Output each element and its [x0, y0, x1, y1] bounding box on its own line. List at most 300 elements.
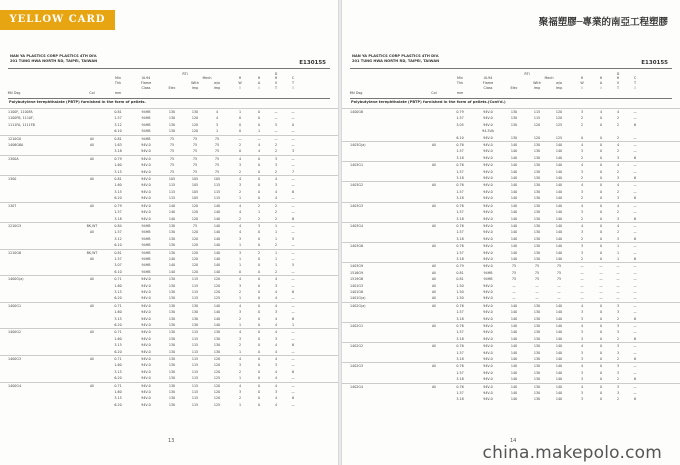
cell-thk: 0.76 [456, 303, 464, 308]
cell-cti: — [633, 149, 637, 154]
cell-hwi: 140 [213, 303, 221, 308]
cell-elec: 140 [510, 357, 518, 362]
cell-grade: 1400G(a) [8, 277, 24, 282]
cell-cti: 6 [633, 196, 637, 201]
cell-thk: 3.18 [456, 176, 464, 181]
cell-flame: 94V-0 [141, 143, 151, 148]
cell-cti: — [633, 350, 637, 355]
cell-imp: 130 [533, 203, 541, 208]
cell-flame: 94V-0 [483, 256, 493, 261]
cell-grade: 1403G(a) [350, 143, 366, 148]
cell-flame: 94V-0 [483, 296, 493, 301]
cell-grade: 1307 [8, 203, 17, 208]
cell-v: 2 [616, 189, 620, 194]
cell-hai: 3 [580, 336, 584, 341]
cell-grade: 1300 [8, 177, 17, 182]
cell-imp: 130 [533, 350, 541, 355]
cell-grade: 1519G6 [350, 277, 364, 282]
cell-imp: 130 [533, 223, 541, 228]
cell-cti: 7 [291, 169, 295, 174]
yellow-card-title: YELLOW CARD [9, 14, 106, 25]
cell-imp: 75 [192, 163, 198, 168]
cell-rti: 0 [257, 230, 261, 235]
cell-cti: — [291, 250, 295, 255]
cell-v: 3 [616, 370, 620, 375]
cell-imp: 120 [191, 230, 199, 235]
cell-cti: — [633, 324, 637, 328]
header-c3: I [634, 86, 636, 90]
cell-color: All [431, 143, 437, 148]
cell-thk: 0.76 [456, 324, 464, 328]
cell-rti: — [599, 270, 603, 275]
cell-flame: 94V-0 [483, 196, 493, 201]
cell-v: 4 [274, 196, 278, 201]
cell-cti: — [633, 277, 637, 282]
cell-elec: 140 [510, 236, 518, 241]
cell-hwi: 130 [213, 349, 221, 354]
cell-hwi: 120 [213, 357, 221, 362]
cell-flame: 94V-0 [483, 357, 493, 362]
cell-hwi: 140 [555, 169, 563, 174]
cell-imp: 130 [191, 110, 199, 114]
cell-v: 2 [274, 243, 278, 248]
cell-hai: 3 [580, 370, 584, 375]
cell-rti: 0 [599, 163, 603, 168]
cell-thk: 3.18 [456, 216, 464, 221]
table-row [0, 249, 338, 256]
cell-flame: 94V-0 [141, 330, 151, 335]
cell-hai: 3 [580, 149, 584, 154]
cell-elec: 140 [168, 256, 176, 261]
cell-elec: 140 [510, 377, 518, 382]
cell-hwi: 140 [555, 303, 563, 308]
cell-v: 4 [274, 369, 278, 374]
cell-thk: 6.20 [114, 376, 122, 381]
cell-imp: 130 [533, 397, 541, 402]
cell-hwi: 140 [555, 330, 563, 335]
cell-hwi: 120 [213, 383, 221, 388]
cell-imp: 115 [191, 396, 199, 401]
cell-cti: 6 [633, 336, 637, 341]
header-color: Col [431, 91, 437, 95]
cell-hai: 4 [580, 324, 584, 328]
cell-rti: 2 [257, 203, 261, 208]
cell-hai: 3 [238, 283, 242, 288]
cell-cti: — [633, 310, 637, 315]
cell-thk: 1.57 [456, 116, 464, 121]
table-row [342, 342, 680, 349]
table-row [0, 222, 338, 229]
cell-elec: 140 [510, 384, 518, 389]
header-mech: Mech [544, 76, 554, 80]
cell-grade: 1400G4 [8, 383, 22, 388]
cell-imp: 115 [191, 363, 199, 368]
cell-cti: — [633, 283, 637, 288]
cell-hwi: 140 [555, 230, 563, 235]
header-hv1: H [274, 76, 278, 80]
header-elec: Elec [510, 86, 518, 90]
cell-thk: 3.15 [114, 316, 122, 321]
cell-flame: 94V-0 [141, 323, 151, 327]
cell-hai: 3 [580, 244, 584, 249]
cell-hai: 4 [580, 203, 584, 208]
cell-rti: 0 [599, 216, 603, 221]
cell-cti: — [633, 189, 637, 194]
cell-color: All [431, 183, 437, 188]
cell-hwi: 4 [215, 116, 219, 121]
cell-flame: 94V-0 [483, 289, 493, 294]
cell-elec: 140 [510, 391, 518, 396]
table-row [0, 135, 338, 142]
header-ul94: UL94 [141, 76, 151, 80]
cell-v: 4 [274, 357, 278, 362]
cell-thk: 0.79 [114, 156, 122, 161]
cell-hai: 1 [238, 110, 242, 114]
cell-cti: — [291, 156, 295, 161]
header-hv3: T [616, 86, 620, 90]
cell-thk: 0.81 [114, 110, 122, 114]
cell-imp: 130 [533, 364, 541, 369]
cell-v: 3 [616, 236, 620, 241]
cell-imp: 115 [191, 357, 199, 362]
cell-imp: — [535, 289, 539, 294]
cell-elec: 140 [168, 203, 176, 208]
cell-hai: 4 [238, 357, 242, 362]
cell-rti: 0 [599, 236, 603, 241]
cell-elec: 130 [168, 349, 176, 354]
cell-hai: 3 [238, 336, 242, 341]
cell-elec: 115 [168, 183, 176, 188]
cell-imp: 75 [192, 169, 198, 174]
cell-hwi: 140 [555, 370, 563, 375]
material-note: Polybutylene terephthalate (PBTP) furnished in the form of pellets. [9, 100, 146, 104]
cell-thk: 1.60 [114, 363, 122, 368]
cell-elec: 130 [168, 250, 176, 255]
cell-grade: 1400G1 [8, 303, 22, 308]
company-block [10, 54, 97, 64]
cell-imp: 115 [533, 116, 541, 121]
cell-imp: 130 [533, 189, 541, 194]
cell-flame: 94V-0 [141, 183, 151, 188]
cell-cti: — [291, 336, 295, 341]
cell-v: 3 [616, 350, 620, 355]
cell-rti: 0 [257, 236, 261, 241]
cell-elec: 105 [168, 177, 176, 182]
cell-rti: 0 [257, 383, 261, 388]
cell-rti: 4 [599, 110, 603, 114]
header-flame: Flame [482, 81, 494, 85]
table-row [342, 108, 680, 115]
cell-elec: 130 [168, 343, 176, 348]
cell-imp: 130 [533, 210, 541, 215]
cell-flame: 94HB [141, 122, 151, 127]
cell-elec: 130 [168, 376, 176, 381]
cell-color: All [431, 344, 437, 349]
cell-thk: 6.20 [114, 402, 122, 407]
cell-hai: 4 [580, 223, 584, 228]
header-h1: H [238, 76, 242, 80]
cell-rti: 0 [257, 396, 261, 401]
cell-hwi: 120 [555, 116, 563, 121]
cell-hwi: 140 [213, 210, 221, 215]
cell-imp: 130 [533, 176, 541, 181]
cell-elec: 140 [510, 344, 518, 349]
cell-cti: 5 [291, 236, 295, 241]
cell-hwi: 120 [213, 390, 221, 395]
cell-grade: 1100FB, 1110F, [8, 116, 34, 121]
cell-rti: 0 [257, 169, 261, 174]
cell-flame: 94V-0 [483, 364, 493, 369]
cell-rti: 0 [599, 135, 603, 140]
cell-rti: 0 [257, 289, 261, 294]
cell-imp: 130 [191, 323, 199, 327]
cell-v: 1 [274, 223, 278, 228]
cell-imp: 120 [191, 216, 199, 221]
cell-hai: 1 [238, 376, 242, 381]
cell-grade: 1401G3 [350, 283, 364, 288]
cell-thk: 1.57 [456, 230, 464, 235]
cell-rti: 0 [257, 357, 261, 362]
cell-thk: 1.60 [114, 390, 122, 395]
cell-flame: 94V-0 [483, 116, 493, 121]
cell-grade: 1210G3 [8, 223, 22, 228]
header-mm: mm [114, 91, 122, 95]
table-row [342, 202, 680, 209]
cell-cti: — [633, 289, 637, 294]
cell-color: All [431, 296, 437, 301]
cell-hai: — [580, 264, 584, 269]
cell-thk: 0.76 [456, 143, 464, 148]
cell-hai: 3 [580, 357, 584, 362]
cell-elec: 130 [510, 110, 518, 114]
cell-v: 1 [616, 244, 620, 249]
cell-imp: 105 [191, 177, 199, 182]
cell-v: 4 [616, 143, 620, 148]
cell-flame: 94V-0 [483, 163, 493, 168]
cell-v: 2 [274, 203, 278, 208]
table-row [0, 302, 338, 309]
cell-imp: 130 [533, 377, 541, 382]
cell-rti: 0 [257, 390, 261, 395]
cell-flame: 94V-0 [141, 177, 151, 182]
cell-v: 4 [616, 163, 620, 168]
cell-cti: — [633, 223, 637, 228]
header-h2: W [238, 81, 242, 85]
cell-hai: — [580, 296, 584, 301]
cell-thk: 3.15 [114, 369, 122, 374]
cell-color: All [431, 289, 437, 294]
cell-rti: 0 [599, 116, 603, 121]
cell-imp: 130 [191, 303, 199, 308]
cell-hai: 3 [580, 316, 584, 321]
cell-hwi: 120 [555, 110, 563, 114]
cell-thk: 3.18 [456, 236, 464, 241]
table-row [0, 402, 338, 408]
cell-flame: 94V-0 [483, 384, 493, 389]
table-row [342, 222, 680, 229]
cell-grade: 1111FA, 1111FB [8, 122, 35, 127]
cell-hai: 3 [238, 310, 242, 315]
cell-v: 3 [274, 183, 278, 188]
cell-thk: 1.57 [456, 210, 464, 215]
cell-v: 4 [616, 183, 620, 188]
cell-rti: 0 [257, 376, 261, 381]
cell-v: 3 [274, 363, 278, 368]
cell-color: All [431, 283, 437, 288]
cell-cti: — [291, 277, 295, 282]
cell-elec: 140 [510, 250, 518, 255]
cell-flame: 94HB [141, 236, 151, 241]
cell-v: 4 [274, 289, 278, 294]
cell-cti: — [633, 203, 637, 208]
cell-color: All [89, 177, 95, 182]
cell-imp: 120 [191, 243, 199, 248]
company-address: 201 TUNG HWA NORTH RD, TAIPEI, TAIWAN [10, 59, 98, 63]
cell-cti: — [291, 256, 295, 261]
cell-imp: 130 [191, 310, 199, 315]
cell-hai: 0 [580, 135, 584, 140]
cell-thk: 6.10 [114, 243, 122, 248]
cell-hwi: 140 [555, 316, 563, 321]
cell-imp: 130 [533, 370, 541, 375]
cell-v: 3 [616, 176, 620, 181]
cell-rti: 0 [257, 296, 261, 301]
cell-flame: 94V-0 [483, 244, 493, 249]
cell-thk: 0.84 [114, 223, 122, 228]
cell-v: 4 [274, 383, 278, 388]
cell-color: All [431, 384, 437, 389]
cell-hai: 3 [580, 250, 584, 255]
cell-hai: 3 [580, 230, 584, 235]
cell-rti: 2 [257, 216, 261, 221]
cell-v: 4 [274, 303, 278, 308]
cell-hai: 2 [238, 216, 242, 221]
cell-flame: 94V-0 [141, 156, 151, 161]
header-hv1: H [616, 76, 620, 80]
cell-imp: 115 [191, 296, 199, 301]
cell-rti: 0 [599, 149, 603, 154]
cell-color: All [89, 303, 95, 308]
cell-hwi: 120 [213, 289, 221, 294]
cell-color: All [89, 357, 95, 362]
cell-cti: — [633, 303, 637, 308]
cell-grade: 1403G2 [350, 183, 364, 188]
cell-imp: 130 [533, 169, 541, 174]
cell-v: 3 [274, 283, 278, 288]
cell-hwi: 3 [215, 122, 219, 127]
cell-thk: 0.79 [456, 264, 464, 269]
cell-flame: 94V-0 [141, 363, 151, 368]
cell-hwi: 140 [555, 196, 563, 201]
cell-thk: 3.18 [456, 336, 464, 341]
cell-rti: 0 [599, 230, 603, 235]
cell-elec: 130 [168, 357, 176, 362]
cell-imp: 130 [533, 183, 541, 188]
cell-thk: 3.12 [114, 122, 122, 127]
cell-hai: 2 [238, 369, 242, 374]
cell-flame: 94V-0 [483, 391, 493, 396]
cell-rti: 0 [599, 203, 603, 208]
cell-flame: 94V-0 [483, 310, 493, 315]
header-a2: A [599, 81, 603, 85]
cell-flame: 94V-0 [483, 330, 493, 335]
table-row [342, 181, 680, 188]
cell-flame: 94V-0 [483, 397, 493, 402]
cell-imp: 130 [533, 310, 541, 315]
cell-imp: 130 [533, 149, 541, 154]
cell-v: 4 [274, 323, 278, 327]
cell-flame: 94V-0 [483, 250, 493, 255]
cell-hai: 3 [580, 169, 584, 174]
cell-imp: 120 [191, 203, 199, 208]
cell-cti: — [291, 210, 295, 215]
cell-rti: — [599, 283, 603, 288]
cell-cti: 6 [633, 316, 637, 321]
cell-imp: 120 [191, 263, 199, 268]
cell-flame: 94HB [141, 129, 151, 134]
cell-flame: 94HB [141, 269, 151, 274]
cell-rti: 0 [599, 122, 603, 127]
cell-hwi: 140 [213, 236, 221, 241]
cell-hwi: 120 [213, 277, 221, 282]
cell-cti: — [291, 376, 295, 381]
cell-hwi: 140 [555, 350, 563, 355]
header-h2: W [580, 81, 584, 85]
cell-rti: 0 [599, 256, 603, 261]
cell-hai: 0 [238, 122, 242, 127]
cell-thk: 0.71 [114, 277, 122, 282]
cell-v: 4 [274, 277, 278, 282]
cell-rti: 0 [599, 183, 603, 188]
cell-thk: 1.60 [114, 183, 122, 188]
cell-rti: 0 [257, 369, 261, 374]
header-hd: D [274, 72, 278, 76]
cell-v: 4 [616, 203, 620, 208]
cell-thk: 0.81 [114, 250, 122, 255]
cell-thk: 3.15 [114, 189, 122, 194]
cell-rti: — [599, 296, 603, 301]
cell-thk: 0.81 [456, 270, 464, 275]
cell-elec: 140 [510, 169, 518, 174]
cell-flame: 94V-0 [141, 196, 151, 201]
cell-elec: — [512, 289, 516, 294]
cell-hai: 1 [238, 196, 242, 201]
cell-thk: 0.76 [456, 223, 464, 228]
cell-hai: 1 [238, 323, 242, 327]
cell-thk: 6.10 [114, 269, 122, 274]
cell-hwi: 140 [555, 357, 563, 362]
cell-imp: 115 [191, 330, 199, 335]
cell-grade: 1516G9 [350, 270, 364, 275]
cell-cti: 6 [633, 357, 637, 362]
cell-rti: 0 [599, 330, 603, 335]
cell-thk: 3.18 [456, 377, 464, 382]
cell-cti: 6 [291, 216, 295, 221]
cell-cti: — [633, 116, 637, 121]
cell-hai: 1 [238, 402, 242, 407]
chinese-title: 聚福塑膠─專業的南亞工程塑膠 [538, 17, 668, 28]
cell-elec: 140 [168, 210, 176, 215]
header-imp: Imp [191, 86, 199, 90]
cell-cti: — [633, 183, 637, 188]
header-grade: Mtl Dsg [7, 91, 21, 95]
cell-thk: 6.10 [114, 129, 122, 134]
header-color: Col [89, 91, 95, 95]
cell-hai: 2 [238, 289, 242, 294]
cell-hwi: 140 [213, 250, 221, 255]
cell-flame: 94V-0 [141, 277, 151, 282]
cell-thk: 0.71 [114, 357, 122, 362]
